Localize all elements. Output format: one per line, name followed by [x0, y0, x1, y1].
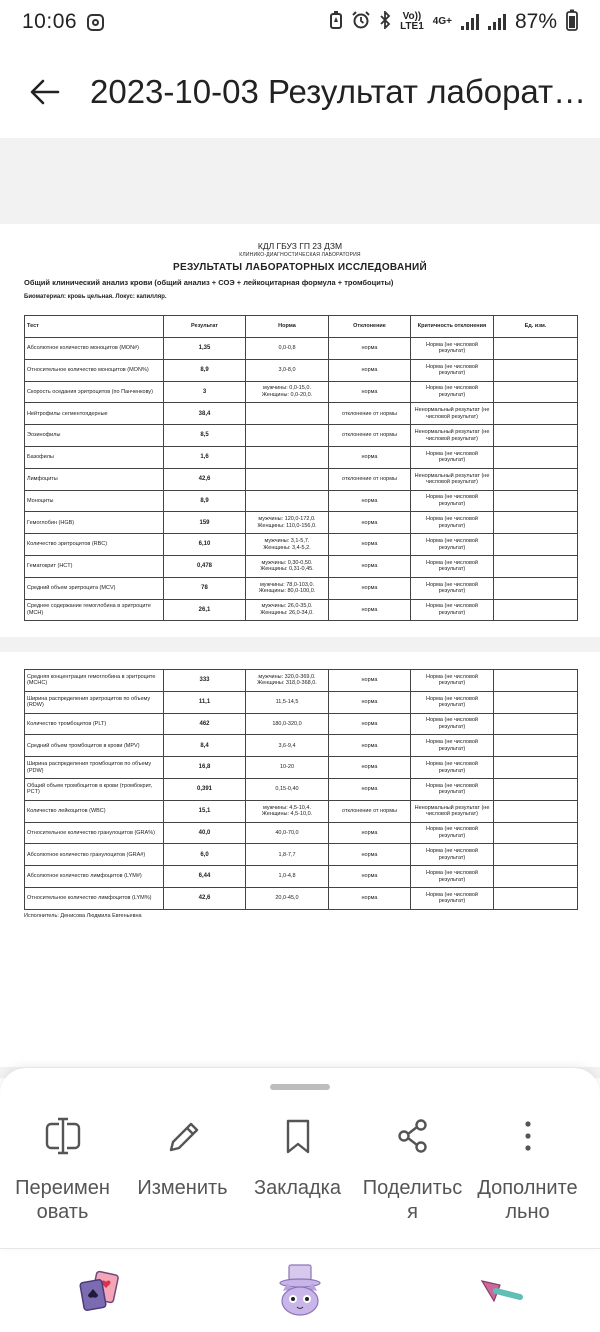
cell-result: 3: [164, 381, 246, 403]
edit-label: Изменить: [137, 1177, 228, 1199]
table-row: [25, 403, 578, 425]
cell-test: Скорость оседания эритроцитов (по Панченкову): [25, 381, 164, 403]
results-table-2: [24, 669, 578, 910]
cell-test: Количество лейкоцитов (WBC): [25, 800, 164, 822]
cell-unit: [494, 713, 578, 735]
cell-deviation: норма: [329, 866, 411, 888]
table-row: [25, 599, 578, 621]
cell-criticality: Норма (не числовой результат): [411, 778, 494, 800]
cell-result: 6,10: [164, 534, 246, 556]
cell-test: Гематокрит (HCT): [25, 555, 164, 577]
nav-home-button[interactable]: [260, 1256, 340, 1326]
back-button[interactable]: [0, 50, 90, 134]
cell-norm: 1,0-4,8: [246, 866, 329, 888]
analysis-name: Общий клинический анализ крови (общий анализ + СОЭ + лейкоцитарная формула + тромбоциты): [24, 278, 394, 287]
cell-unit: [494, 800, 578, 822]
cell-test: Абсолютное количество моноцитов (MON#): [25, 338, 164, 360]
cell-norm: мужчины: 0,30-0,50. Женщины: 0,31-0,45.: [246, 555, 329, 577]
document-page-2: [0, 652, 600, 1067]
table-row: [25, 512, 578, 534]
cell-unit: [494, 691, 578, 713]
status-icons: [329, 9, 578, 36]
column-header-unit: Ед. изм.: [494, 316, 578, 338]
cell-norm: мужчины: 0,0-15,0. Женщины: 0,0-20,0.: [246, 381, 329, 403]
arrow-left-icon: [29, 76, 61, 108]
cell-norm: [246, 425, 329, 447]
battery-percent: 87%: [514, 10, 557, 33]
cell-criticality: Норма (не числовой результат): [411, 577, 494, 599]
bluetooth-icon: [379, 11, 391, 34]
cell-criticality: Норма (не числовой результат): [411, 534, 494, 556]
cell-result: 40,0: [164, 822, 246, 844]
cell-norm: 0,0-0,8: [246, 338, 329, 360]
cell-deviation: норма: [329, 577, 411, 599]
cell-unit: [494, 757, 578, 779]
cell-test: Относительное количество лимфоцитов (LYM%): [25, 887, 164, 909]
cell-unit: [494, 778, 578, 800]
cell-norm: 0,15-0,40: [246, 778, 329, 800]
cell-norm: 180,0-320,0: [246, 713, 329, 735]
cell-deviation: отклонение от нормы: [329, 425, 411, 447]
cell-criticality: Норма (не числовой результат): [411, 359, 494, 381]
nav-divider: [0, 1248, 600, 1249]
column-header-norm: Норма: [246, 316, 329, 338]
table-row: [25, 446, 578, 468]
cell-test: Абсолютное количество гранулоцитов (GRA#): [25, 844, 164, 866]
cell-test: Гемоглобин (HGB): [25, 512, 164, 534]
cell-deviation: норма: [329, 844, 411, 866]
cell-test: Ширина распределения тромбоцитов по объему (PDW): [25, 757, 164, 779]
table-row: [25, 338, 578, 360]
pencil-icon: [165, 1116, 201, 1156]
cell-criticality: Ненормальный результат (не числовой результат): [411, 468, 494, 490]
cell-deviation: норма: [329, 691, 411, 713]
cell-unit: [494, 599, 578, 621]
table-row: [25, 887, 578, 909]
cell-deviation: норма: [329, 757, 411, 779]
battery-icon: [566, 9, 578, 36]
cell-test: Количество тромбоцитов (PLT): [25, 713, 164, 735]
cell-result: 6,44: [164, 866, 246, 888]
cell-result: 0,478: [164, 555, 246, 577]
cell-result: 462: [164, 713, 246, 735]
battery-saver-icon: [329, 11, 343, 34]
rename-label: Переимен овать: [15, 1177, 110, 1223]
share-icon: [395, 1116, 431, 1156]
network-type: 4G+: [432, 16, 452, 27]
share-button[interactable]: [355, 1116, 470, 1224]
cell-deviation: норма: [329, 713, 411, 735]
cell-norm: 20,0-45,0: [246, 887, 329, 909]
cell-test: Среднее содержание гемоглобина в эритроците (MCH): [25, 599, 164, 621]
cell-unit: [494, 338, 578, 360]
cards-icon: [78, 1269, 122, 1313]
cell-test: Средний объем тромбоцитов в крови (MPV): [25, 735, 164, 757]
table-row: [25, 866, 578, 888]
cell-criticality: Норма (не числовой результат): [411, 338, 494, 360]
actions-row: [0, 1116, 600, 1224]
table-row: [25, 490, 578, 512]
cell-criticality: Норма (не числовой результат): [411, 691, 494, 713]
cell-result: 42,6: [164, 468, 246, 490]
cell-test: Базофилы: [25, 446, 164, 468]
cell-result: 6,0: [164, 844, 246, 866]
status-bar: [0, 0, 600, 44]
cell-result: 0,391: [164, 778, 246, 800]
table-row: [25, 534, 578, 556]
table-row: [25, 713, 578, 735]
cell-norm: 11,5-14,5: [246, 691, 329, 713]
cell-test: Общий объем тромбоцитов в крови (тромбокрит, PCT): [25, 778, 164, 800]
page-title: 2023-10-03 Результат лаборат…: [90, 73, 587, 110]
table-row: [25, 757, 578, 779]
rename-icon: [45, 1116, 81, 1156]
status-time: 10:06: [22, 10, 78, 33]
share-label: Поделитьс я: [362, 1177, 463, 1223]
column-header-deviation: Отклонение: [329, 316, 411, 338]
cell-criticality: Норма (не числовой результат): [411, 822, 494, 844]
cell-unit: [494, 887, 578, 909]
cell-criticality: Норма (не числовой результат): [411, 887, 494, 909]
org-name: КДЛ ГБУЗ ГП 23 ДЗМ: [257, 241, 343, 251]
cell-result: 16,8: [164, 757, 246, 779]
cell-norm: [246, 403, 329, 425]
cell-deviation: норма: [329, 381, 411, 403]
cell-result: 26,1: [164, 599, 246, 621]
cell-test: Нейтрофилы сегментоядерные: [25, 403, 164, 425]
table-row: [25, 691, 578, 713]
cell-norm: мужчины: 4,5-10,4. Женщины: 4,5-10,0.: [246, 800, 329, 822]
cell-deviation: норма: [329, 446, 411, 468]
bookmark-label: Закладка: [254, 1177, 341, 1199]
alarm-icon: [352, 11, 370, 34]
cell-norm: 3,0-8,0: [246, 359, 329, 381]
cat-hat-icon: [275, 1263, 325, 1319]
table-row: [25, 359, 578, 381]
cell-norm: [246, 468, 329, 490]
cell-criticality: Норма (не числовой результат): [411, 866, 494, 888]
signal-icon: [461, 14, 479, 30]
cell-deviation: норма: [329, 359, 411, 381]
cell-deviation: норма: [329, 599, 411, 621]
cell-result: 8,9: [164, 490, 246, 512]
column-header-result: Результат: [164, 316, 246, 338]
column-header-test: Тест: [25, 316, 164, 338]
network-label: [400, 12, 424, 32]
cell-unit: [494, 670, 578, 692]
cell-unit: [494, 468, 578, 490]
cell-unit: [494, 577, 578, 599]
cell-unit: [494, 735, 578, 757]
cell-unit: [494, 490, 578, 512]
cell-unit: [494, 446, 578, 468]
cell-unit: [494, 359, 578, 381]
table-row: [25, 555, 578, 577]
column-header-criticality: Критичность отклонения: [411, 316, 494, 338]
cell-test: Моноциты: [25, 490, 164, 512]
cell-criticality: Норма (не числовой результат): [411, 381, 494, 403]
cell-test: Количество эритроцитов (RBC): [25, 534, 164, 556]
table-row: [25, 735, 578, 757]
cell-result: 1,6: [164, 446, 246, 468]
cell-norm: [246, 490, 329, 512]
cell-criticality: Норма (не числовой результат): [411, 555, 494, 577]
cell-criticality: Ненормальный результат (не числовой результат): [411, 403, 494, 425]
nav-tool-button[interactable]: [460, 1256, 540, 1326]
actions-sheet: [0, 1068, 600, 1248]
cell-deviation: норма: [329, 490, 411, 512]
cell-result: 8,5: [164, 425, 246, 447]
cell-result: 15,1: [164, 800, 246, 822]
cell-deviation: отклонение от нормы: [329, 403, 411, 425]
instagram-icon: [87, 14, 104, 31]
cell-deviation: норма: [329, 887, 411, 909]
cell-norm: мужчины: 78,0-103,0. Женщины: 80,0-100,0.: [246, 577, 329, 599]
results-table-1: [24, 315, 578, 621]
cell-criticality: Норма (не числовой результат): [411, 446, 494, 468]
trowel-icon: [476, 1271, 524, 1311]
cell-test: Эозинофилы: [25, 425, 164, 447]
executor-name: Исполнитель: Денисова Людмила Евгеньевна: [24, 913, 142, 919]
cell-test: Абсолютное количество лимфоцитов (LYM#): [25, 866, 164, 888]
cell-deviation: отклонение от нормы: [329, 468, 411, 490]
cell-unit: [494, 822, 578, 844]
table-row: [25, 381, 578, 403]
cell-norm: мужчины: 26,0-35,0. Женщины: 26,0-34,0.: [246, 599, 329, 621]
cell-deviation: отклонение от нормы: [329, 800, 411, 822]
bookmark-icon: [280, 1116, 316, 1156]
table-row: [25, 778, 578, 800]
cell-result: 159: [164, 512, 246, 534]
cell-unit: [494, 425, 578, 447]
cell-test: Относительное количество моноцитов (MON%): [25, 359, 164, 381]
table-row: [25, 822, 578, 844]
cell-result: 78: [164, 577, 246, 599]
cell-test: Относительное количество гранулоцитов (GRA%): [25, 822, 164, 844]
cell-deviation: норма: [329, 735, 411, 757]
report-heading: РЕЗУЛЬТАТЫ ЛАБОРАТОРНЫХ ИССЛЕДОВАНИЙ: [173, 262, 427, 273]
cell-unit: [494, 534, 578, 556]
cell-criticality: Норма (не числовой результат): [411, 512, 494, 534]
sheet-drag-handle[interactable]: [270, 1084, 330, 1090]
cell-test: Средний объем эритроцита (MCV): [25, 577, 164, 599]
network-volte-label: Vo)): [402, 11, 422, 22]
cell-deviation: норма: [329, 555, 411, 577]
rename-button[interactable]: [0, 1116, 125, 1224]
cell-criticality: Норма (не числовой результат): [411, 713, 494, 735]
cell-deviation: норма: [329, 778, 411, 800]
table-row: [25, 800, 578, 822]
cell-unit: [494, 866, 578, 888]
cell-norm: 10-20: [246, 757, 329, 779]
cell-unit: [494, 403, 578, 425]
cell-test: Ширина распределения эритроцитов по объему (RDW): [25, 691, 164, 713]
bottom-nav: [0, 1250, 600, 1332]
cell-criticality: Норма (не числовой результат): [411, 670, 494, 692]
cell-unit: [494, 512, 578, 534]
app-bar: [0, 50, 600, 134]
cell-norm: 3,6-9,4: [246, 735, 329, 757]
cell-deviation: норма: [329, 822, 411, 844]
cell-criticality: Норма (не числовой результат): [411, 757, 494, 779]
cell-criticality: Норма (не числовой результат): [411, 735, 494, 757]
department-name: КЛИНИКО-ДИАГНОСТИЧЕСКАЯ ЛАБОРАТОРИЯ: [239, 252, 361, 258]
cell-norm: мужчины: 3,1-5,7. Женщины: 3,4-5,2.: [246, 534, 329, 556]
cell-result: 38,4: [164, 403, 246, 425]
cell-norm: мужчины: 120,0-172,0. Женщины: 110,0-156,0.: [246, 512, 329, 534]
table-header-row: [25, 316, 578, 338]
cell-result: 8,9: [164, 359, 246, 381]
cell-unit: [494, 381, 578, 403]
table-row: [25, 670, 578, 692]
cell-test: Средняя концентрация гемоглобина в эритроците (MCHC): [25, 670, 164, 692]
more-button[interactable]: [470, 1116, 585, 1224]
nav-cards-button[interactable]: [60, 1256, 140, 1326]
biomaterial: Биоматериал: кровь цельная. Локус: капилляр.: [24, 294, 167, 300]
cell-norm: 40,0-70,0: [246, 822, 329, 844]
more-label: Дополните льно: [477, 1177, 578, 1223]
table-row: [25, 425, 578, 447]
cell-unit: [494, 555, 578, 577]
table-row: [25, 844, 578, 866]
cell-result: 333: [164, 670, 246, 692]
bookmark-button[interactable]: [240, 1116, 355, 1224]
document-page-1: [0, 224, 600, 637]
cell-test: Лимфоциты: [25, 468, 164, 490]
cell-result: 11,1: [164, 691, 246, 713]
cell-deviation: норма: [329, 534, 411, 556]
cell-norm: [246, 446, 329, 468]
cell-unit: [494, 844, 578, 866]
cell-result: 1,35: [164, 338, 246, 360]
cell-criticality: Ненормальный результат (не числовой результат): [411, 800, 494, 822]
table-row: [25, 577, 578, 599]
table-row: [25, 468, 578, 490]
cell-result: 8,4: [164, 735, 246, 757]
cell-deviation: норма: [329, 512, 411, 534]
cell-norm: мужчины: 320,0-369,0. Женщины: 318,0-368,0.: [246, 670, 329, 692]
cell-result: 42,6: [164, 887, 246, 909]
cell-deviation: норма: [329, 338, 411, 360]
cell-criticality: Норма (не числовой результат): [411, 844, 494, 866]
network-lte-label: LTE1: [400, 21, 424, 32]
cell-deviation: норма: [329, 670, 411, 692]
cell-norm: 1,8-7,7: [246, 844, 329, 866]
cell-criticality: Норма (не числовой результат): [411, 490, 494, 512]
edit-button[interactable]: [125, 1116, 240, 1224]
signal-icon-2: [488, 14, 506, 30]
more-vertical-icon: [510, 1116, 546, 1156]
cell-criticality: Норма (не числовой результат): [411, 599, 494, 621]
cell-criticality: Ненормальный результат (не числовой результат): [411, 425, 494, 447]
